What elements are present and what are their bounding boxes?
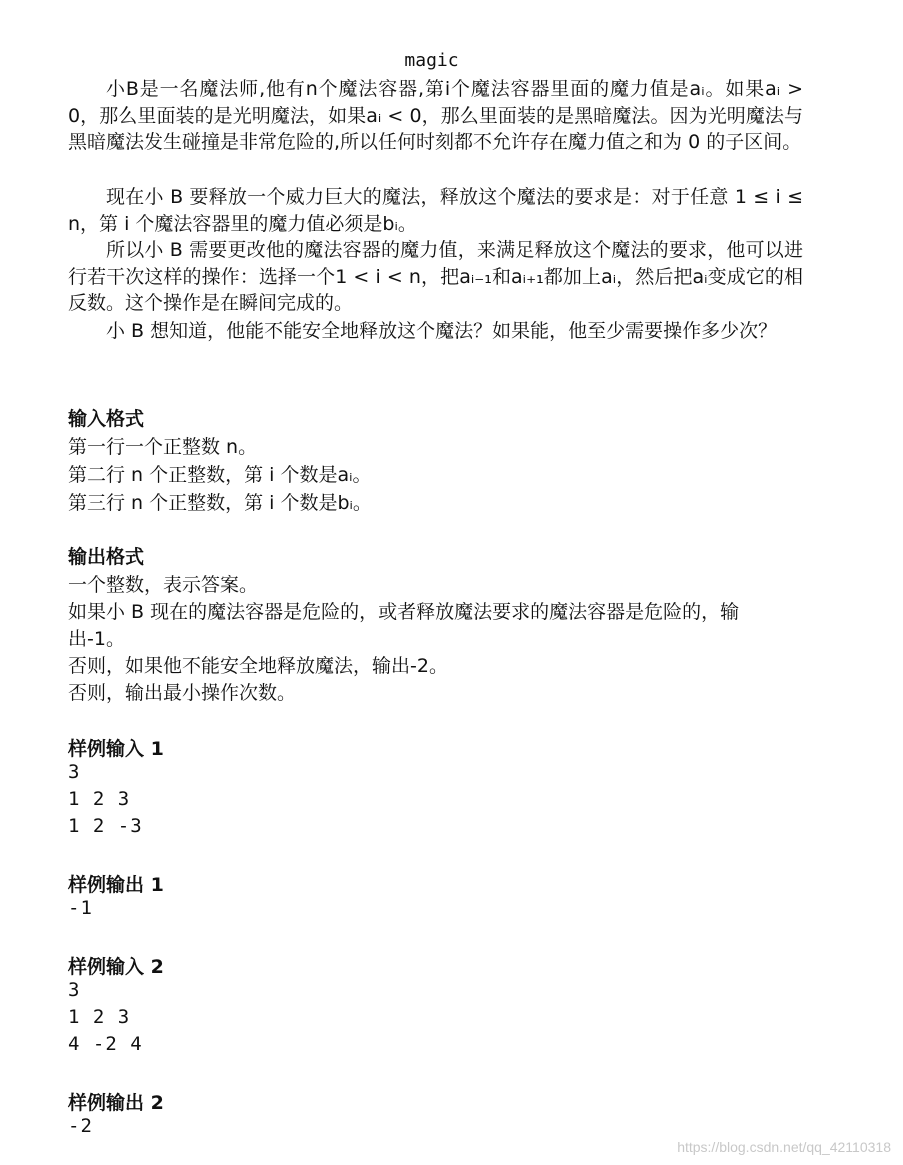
output-format-line: 否则，如果他不能安全地释放魔法，输出-2。: [68, 655, 448, 677]
sample-input-1-line: 1 2 -3: [68, 815, 143, 837]
input-format-line: 第一行一个正整数 n。: [68, 436, 258, 458]
output-format-line: 否则，输出最小操作次数。: [68, 682, 297, 704]
sample-output-2-heading: 样例输出 2: [68, 1092, 164, 1114]
sample-output-1-heading: 样例输出 1: [68, 874, 164, 896]
output-format-line: 如果小 B 现在的魔法容器是危险的，或者释放魔法要求的魔法容器是危险的，输: [68, 601, 740, 623]
csdn-watermark: https://blog.csdn.net/qq_42110318: [677, 1139, 891, 1155]
sample-output-1-line: -1: [68, 897, 93, 919]
sample-input-1-line: 3: [68, 761, 81, 783]
statement-paragraph-3: 所以小 B 需要更改他的魔法容器的魔力值，来满足释放这个魔法的要求，他可以进行若干次这样的操作：选择一个1 < i < n，把aᵢ₋₁和aᵢ₊₁都加上aᵢ，然后把aᵢ变成它的相反数。这个操作是在瞬间完成的。: [68, 239, 803, 314]
statement-paragraph-1: 小B是一名魔法师,他有n个魔法容器,第i个魔法容器里面的魔力值是aᵢ。如果aᵢ > 0，那么里面装的是光明魔法，如果aᵢ < 0，那么里面装的是黑暗魔法。因为光明魔法与黑暗魔法发生碰撞是非常危险的,所以任何时刻都不允许存在魔力值之和为 0 的子区间。: [68, 78, 803, 153]
sample-input-1-line: 1 2 3: [68, 788, 131, 810]
sample-output-2-line: -2: [68, 1115, 93, 1137]
statement-paragraph-2: 现在小 B 要释放一个威力巨大的魔法，释放这个魔法的要求是：对于任意 1 ≤ i ≤ n，第 i 个魔法容器里的魔力值必须是bᵢ。: [68, 186, 803, 235]
input-format-heading: 输入格式: [68, 408, 145, 430]
input-format-line: 第三行 n 个正整数，第 i 个数是bᵢ。: [68, 492, 372, 514]
problem-title: magic: [404, 50, 459, 71]
sample-input-2-line: 3: [68, 979, 81, 1001]
sample-input-2-line: 4 -2 4: [68, 1033, 143, 1055]
output-format-line: 出-1。: [68, 628, 125, 650]
output-format-line: 一个整数，表示答案。: [68, 574, 259, 596]
sample-input-2-line: 1 2 3: [68, 1006, 131, 1028]
sample-input-1-heading: 样例输入 1: [68, 738, 164, 760]
input-format-line: 第二行 n 个正整数，第 i 个数是aᵢ。: [68, 464, 372, 486]
statement-paragraph-4: 小 B 想知道，他能不能安全地释放这个魔法？如果能，他至少需要操作多少次？: [106, 320, 778, 342]
sample-input-2-heading: 样例输入 2: [68, 956, 164, 978]
output-format-heading: 输出格式: [68, 546, 145, 568]
